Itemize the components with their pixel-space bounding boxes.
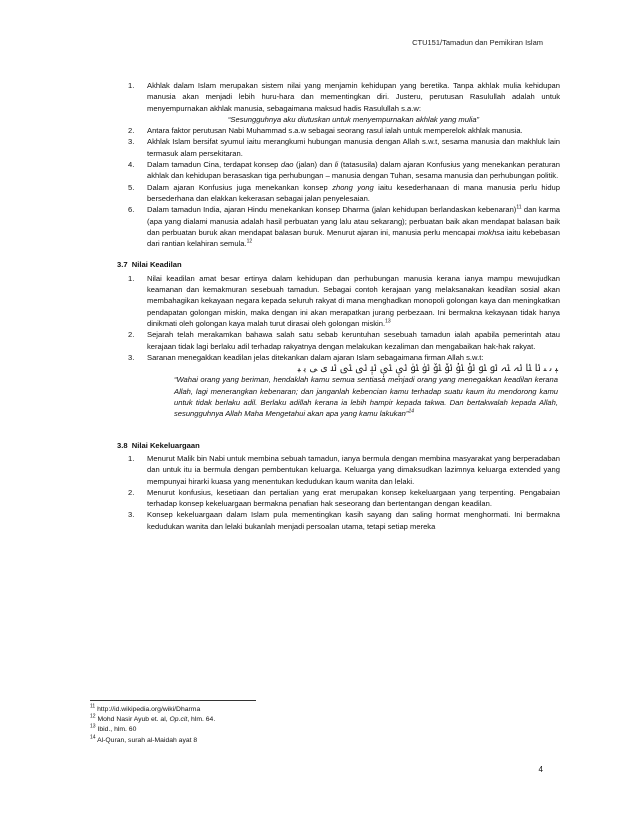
footnote: $^{13}$ Ibid., hlm. 60 [90,724,137,734]
list-item: 2. Antara faktor perutusan Nabi Muhammad s.a.w sebagai seorang rasul ialah untuk memperelok akhlak manusia. [128,126,523,136]
footnote-ref[interactable]: 14 [408,408,415,415]
list-item: 2. Sejarah telah merakamkan bahawa salah satu sebab keruntuhan sesebuah tamadun ialah apabila pemerintah atau kerajaan tidak lagi berlaku adil terhadap rakyatnya dengan melakukan kezaliman dan mengabaikan hak-hak rakyat. [128,330,560,351]
list-item: 3. Konsep kekeluargaan dalam Islam pula mementingkan kasih sayang dan saling hormat menghormati. Ini bermakna kedudukan wanita dan lelaki bukanlah menjadi persoalan utama, tetapi setiap mereka [128,510,560,531]
keadilan-list [120,273,560,363]
list-item: 5. Dalam ajaran Konfusius juga menekankan konsep zhong yong iaitu kesederhanaan di mana manusia perlu hidup bersederhana dan elakkan kekerasan sebagai jalan penyelesaian. [128,182,560,203]
footnote: $^{11}$ http://id.wikipedia.org/wiki/Dharma [90,703,201,713]
footnote-ref[interactable]: 12 [246,238,253,245]
hadith-quote: “Sesungguhnya aku diutuskan untuk menyempurnakan akhlak yang mulia” [227,114,480,124]
running-header: CTU151/Tamadun dan Pemikiran Islam [412,38,543,47]
quran-verse-arabic: ﯧ ﯨ ﯩ ﯪ ﯫ ﯬ ﯭ ﯮ ﯯ ﯰ ﯱ ﯲ ﯳ ﯴ ﯵ ﯶ ﯷ ﯸ ﯹ ﯺ ﯻ ﯼ ﯽ ﯾ ﯿ [297,363,558,375]
list-item: 4. Dalam tamadun Cina, terdapat konsep dao (jalan) dan li (tatasusila) dalam ajaran Konfusius yang menekankan peraturan akhlak dan kehidupan berasaskan tiga perhubungan – manusia dengan Tuhan, sesama manusia dan perhubungan politik. [128,160,560,181]
footnote: $^{12}$ Mohd Nasir Ayub et. al, Op.cit, hlm. 64. [90,713,216,724]
footnote-ref[interactable]: 11 [516,204,522,211]
list-item: 1. Nilai keadilan amat besar ertinya dalam kehidupan dan perhubungan manusia kerana ianya mampu mewujudkan keamanan dan kemakmuran sesebuah tamadun. Sebagai contoh kerajaan yang melaksanakan keadilan sosial akan membahagikan kekayaan negara kepada seluruh rakyat di mana menghadkan monopoli golongan kaya dan meningkatkan pendapatan golongan miskin, maka dengan ini akan merapatkan jurang perbezaan. Ini bermakna kekayaan tidak hanya dinikmati oleh golongan kaya malah turut dirasai oleh golongan miskin.$^{13}$ [128,273,560,328]
list-item: 3. Akhlak Islam bersifat syumul iaitu merangkumi hubungan manusia dengan Allah s.w.t, sesama manusia dan makhluk lain termasuk alam persekitaran. [128,137,560,158]
kekeluargaan-list [120,453,560,532]
footnotes [90,700,560,746]
list-item: 1. Akhlak dalam Islam merupakan sistem nilai yang menjamin kehidupan yang beretika. Tanpa akhlak mulia kehidupan manusia akan menjadi lebih huru-hara dan mementingkan diri. Justeru, perutusan Rasulullah adalah untuk menyempurnakan akhlak manusia, sebagaimana maksud hadis Rasulullah s.a.w: “Sesungguhnya aku diutuskan untuk menyempurnakan akhlak yang mulia” [128,81,560,124]
list-item: 1. Menurut Malik bin Nabi untuk membina sebuah tamadun, ianya bermula dengan membina masyarakat yang berperadaban dan untuk itu ia bermula dengan pembentukan keluarga. Keluarga yang dimaksudkan lazimnya keluarga extended yang mempunyai hirarki kuasa yang menentukan kedudukan kaum wanita dan lelaki. [128,453,560,486]
footnote: $^{14}$ Al-Quran, surah al-Maidah ayat 8 [90,734,198,744]
main-content [117,80,560,532]
list-item: 3. Saranan menegakkan keadilan jelas ditekankan dalam ajaran Islam sebagaimana firman Allah s.w.t: [128,352,484,362]
list-item: 6. Dalam tamadun India, ajaran Hindu menekankan konsep Dharma (jalan kehidupan berlandaskan kebenaran)$^{11}$ dan karma (apa yang dialami manusia adalah hasil perbuatan yang lalu atau sekarang); perbuatan baik akan mendapat balasan baik dan perbuatan buruk akan mendapat balasan buruk. Menurut ajaran ini, manusia perlu mencapai mokhsa iaitu kebebasan dari rantian kelahiran semula.$^{12}$ [128,204,560,249]
verse-translation: “Wahai orang yang beriman, hendaklah kamu semua sentiasa menjadi orang yang menegakkan keadilan kerana Allah, lagi menerangkan kebenaran; dan janganlah kebencian kamu terhadap suatu kaum itu mendorong kamu untuk tidak berlaku adil. Berlaku adillah kerana ia lebih hampir kepada takwa. Dan bertakwalah kepada Allah, sesungguhnya Allah Maha Mengetahui akan apa yang kamu lakukan”$^{14}$ [174,375,558,419]
section-heading-3-7: 3.7 Nilai Keadilan [117,260,182,270]
page-number: 4 [538,765,543,774]
footnote-divider [90,700,256,701]
list-item: 2. Menurut konfusius, kesetiaan dan pertalian yang erat merupakan konsep kekeluargaan yang terpenting. Pengabaian terhadap konsep kekeluargaan bermakna penafian hak seseorang dan bertentangan dengan keadilan. [128,487,560,509]
akhlak-list [120,80,560,249]
footnote-ref[interactable]: 13 [385,318,391,325]
section-heading-3-8: 3.8 Nilai Kekeluargaan [117,440,200,450]
